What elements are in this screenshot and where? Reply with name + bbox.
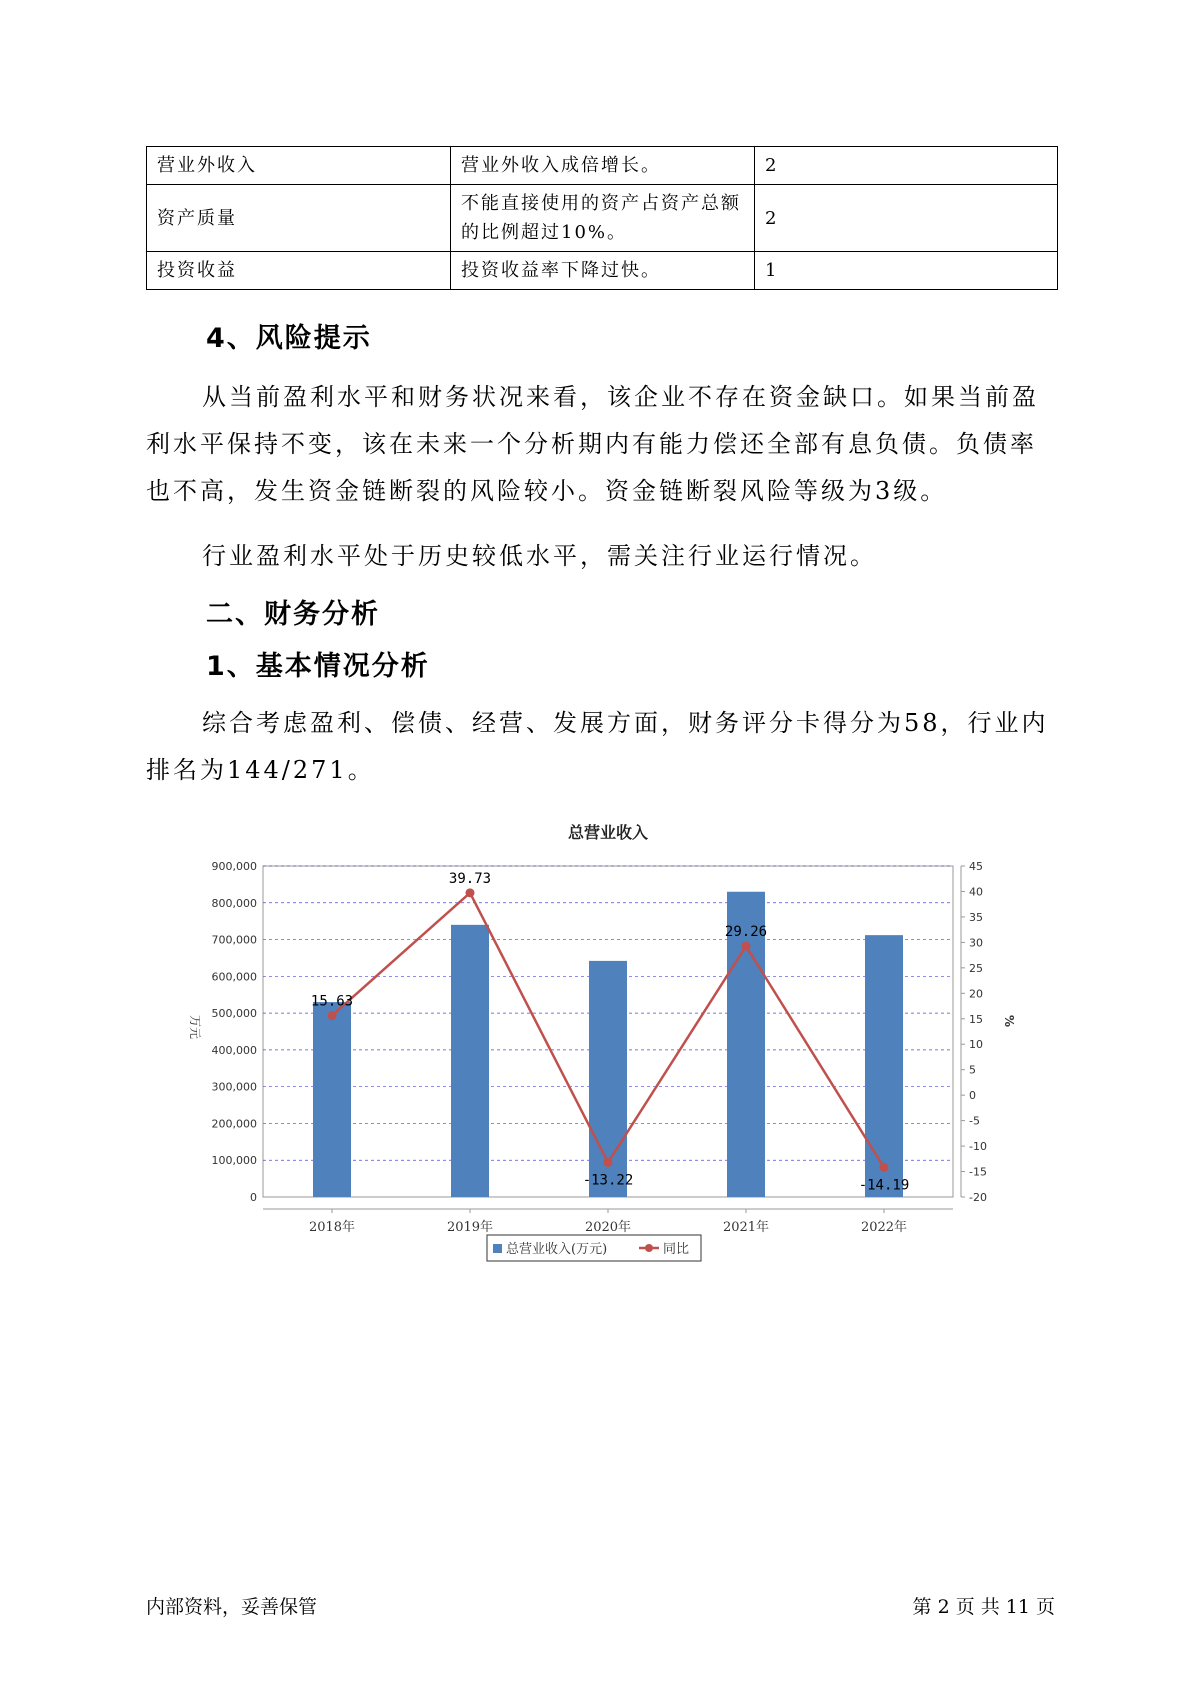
x-tick-label: 2019年 <box>446 1220 494 1235</box>
revenue-bar <box>313 1002 351 1197</box>
section-heading-financial: 二、财务分析 <box>206 599 380 630</box>
table-cell-item: 资产质量 <box>147 185 451 252</box>
yoy-point <box>466 888 475 897</box>
legend-label-line: 同比 <box>663 1242 690 1257</box>
yoy-point <box>328 1011 337 1020</box>
table-cell-score: 2 <box>755 147 1058 185</box>
x-tick-label: 2018年 <box>308 1220 356 1235</box>
y-tick-label: 700,000 <box>211 933 257 947</box>
y-right-tick-label: -20 <box>969 1191 987 1204</box>
y-right-tick-label: 35 <box>969 910 983 924</box>
chart-title: 总营业收入 <box>567 823 649 842</box>
y-right-axis-label: % <box>1002 1014 1016 1027</box>
legend-swatch-bar <box>493 1244 502 1253</box>
y-right-tick-label: 0 <box>969 1089 976 1103</box>
y-tick-label: 200,000 <box>211 1117 257 1131</box>
yoy-point <box>880 1163 889 1172</box>
y-tick-label: 0 <box>250 1191 257 1204</box>
y-right-tick-label: 30 <box>969 936 983 950</box>
score-paragraph: 综合考虑盈利、偿债、经营、发展方面，财务评分卡得分为58，行业内排名为144/271。 <box>146 709 1049 784</box>
x-tick-label: 2021年 <box>722 1220 770 1235</box>
data-label: -14.19 <box>858 1177 910 1194</box>
y-tick-label: 100,000 <box>211 1154 257 1168</box>
y-tick-label: 800,000 <box>211 896 257 910</box>
revenue-bar <box>451 925 489 1197</box>
subsection-heading-basic: 1、基本情况分析 <box>206 651 430 682</box>
table-row <box>147 252 1058 290</box>
data-label: 29.26 <box>724 924 768 941</box>
y-right-tick-label: 5 <box>969 1063 976 1077</box>
y-right-tick-label: 40 <box>969 885 983 899</box>
y-right-tick-label: 10 <box>969 1038 983 1052</box>
footer-confidential: 内部资料，妥善保管 <box>146 1596 318 1618</box>
revenue-chart-svg <box>180 816 1040 1286</box>
data-label: -13.22 <box>582 1172 634 1189</box>
table-cell-desc: 营业外收入成倍增长。 <box>451 147 755 185</box>
y-tick-label: 600,000 <box>211 970 257 984</box>
x-tick-label: 2022年 <box>860 1220 908 1235</box>
y-tick-label: 400,000 <box>211 1043 257 1057</box>
y-right-tick-label: 15 <box>969 1012 983 1026</box>
y-axis-label: 万元 <box>188 1014 202 1039</box>
table-cell-desc: 不能直接使用的资产占资产总额的比例超过10%。 <box>451 185 755 252</box>
industry-paragraph: 行业盈利水平处于历史较低水平，需关注行业运行情况。 <box>202 542 877 570</box>
y-tick-label: 500,000 <box>211 1007 257 1021</box>
y-tick-label: 900,000 <box>211 860 257 873</box>
table-row <box>147 185 1058 252</box>
y-right-tick-label: -15 <box>969 1165 987 1179</box>
y-tick-label: 300,000 <box>211 1080 257 1094</box>
data-label: 39.73 <box>448 870 492 887</box>
x-tick-label: 2020年 <box>584 1220 632 1235</box>
legend-swatch-point <box>645 1244 653 1252</box>
yoy-point <box>742 942 751 951</box>
y-right-tick-label: -5 <box>969 1114 980 1128</box>
y-right-tick-label: 20 <box>969 987 983 1001</box>
data-label: 15.63 <box>310 993 354 1010</box>
table-cell-score: 1 <box>755 252 1058 290</box>
y-right-tick-label: 25 <box>969 961 983 975</box>
table-cell-score: 2 <box>755 185 1058 252</box>
risk-paragraph: 从当前盈利水平和财务状况来看，该企业不存在资金缺口。如果当前盈利水平保持不变，该在未来一个分析期内有能力偿还全部有息负债。负债率也不高，发生资金链断裂的风险较小。资金链断裂风险等级为3级。 <box>146 383 1039 505</box>
footer-page-number: 第 2 页 共 11 页 <box>912 1596 1055 1618</box>
y-right-tick-label: 45 <box>969 860 983 873</box>
table-cell-item: 投资收益 <box>147 252 451 290</box>
revenue-bar <box>865 935 903 1197</box>
risk-table <box>146 146 1058 290</box>
legend-label-bar: 总营业收入(万元) <box>506 1242 608 1257</box>
table-cell-desc: 投资收益率下降过快。 <box>451 252 755 290</box>
y-right-tick-label: -10 <box>969 1140 987 1154</box>
table-row <box>147 147 1058 185</box>
yoy-point <box>604 1158 613 1167</box>
section-heading-risk: 4、风险提示 <box>206 323 372 354</box>
table-cell-item: 营业外收入 <box>147 147 451 185</box>
revenue-chart <box>180 816 1040 1286</box>
